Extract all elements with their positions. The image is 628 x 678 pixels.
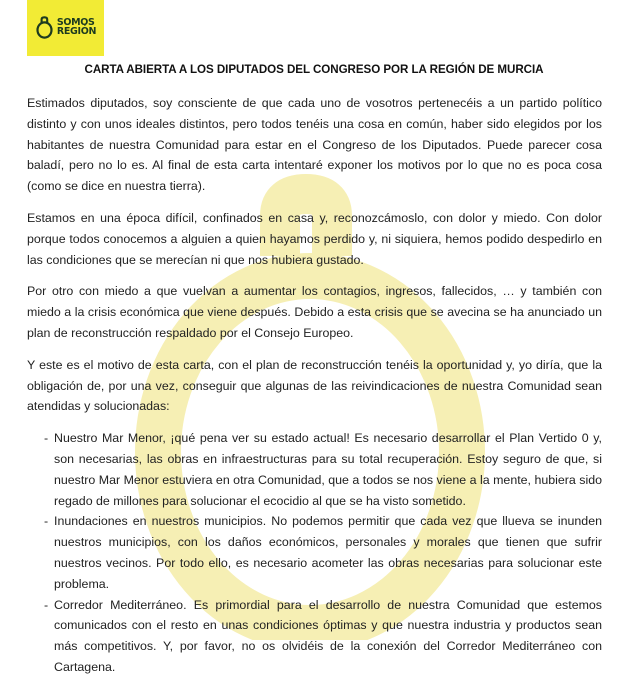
somos-region-ring-icon [35,15,54,39]
list-item-text: Nuestro Mar Menor, ¡qué pena ver su estado actual! Es necesario desarrollar el Plan Vertido 0 y, son necesarias, las obras en infraestructuras para su total recuperación. Estoy seguro de que, si nuestro Mar Menor estuviera en otra Comunidad, que a todos se nos viene a la mente, hubiera sido regado de millones para solucionar el ecocidio al que se ha visto sometido. [54,431,602,508]
logo-wordmark [57,18,96,37]
bullet-marker: - [44,431,49,446]
list-item [27,595,602,678]
paragraph-2: Estamos en una época difícil, confinados en casa y, reconozcámoslo, con dolor y miedo. Con dolor porque todos conocemos a alguien a quien hayamos perdido y, ni siquiera, hemos podido despedirlo en las condiciones que se merecían ni que nos hubiera gustado. [27,210,602,267]
paragraph-3: Por otro con miedo a que vuelvan a aumentar los contagios, ingresos, fallecidos, … y también con miedo a la crisis económica que viene después. Debido a esta crisis que se avecina se ha anunciado un plan de reconstrucción respaldado por el Consejo Europeo. [27,284,602,340]
demands-list [27,428,602,678]
page-title: CARTA ABIERTA A LOS DIPUTADOS DEL CONGRESO POR LA REGIÓN DE MURCIA [84,63,544,76]
letter-body [27,93,602,678]
somos-region-logo [27,0,104,56]
bullet-marker: - [44,514,49,529]
bullet-marker: - [44,597,49,612]
paragraph-1: Estimados diputados, soy consciente de que cada uno de vosotros pertenecéis a un partido político distinto y con unos ideales distintos, pero todos tenéis una cosa en común, haber sido elegidos por los habitantes de nuestra Comunidad para estar en el Congreso de los Diputados. Puede parecer cosa baladí, pero no lo es. Al final de esta carta intentaré exponer los motivos por lo que no es poca cosa (como se dice en nuestra tierra). [27,96,602,194]
list-item [27,511,602,594]
list-item-text: Corredor Mediterráneo. Es primordial para el desarrollo de nuestra Comunidad que estemos comunicados con el resto en unas condiciones óptimas y que nuestra industria y productos sean más competitivos. Y, por favor, no os olvidéis de la conexión del Corredor Mediterráneo con Cartagena. [54,597,602,674]
logo-word-region: REGIÓN [56,26,97,37]
list-item [27,428,602,511]
list-item-text: Inundaciones en nuestros municipios. No podemos permitir que cada vez que llueva se inunden nuestros municipios, con los daños económicos, personales y morales que tienen que sufrir nuestros vecinos. Por todo ello, es necesario acometer las obras necesarias para solucionar este problema. [54,514,602,591]
logo-word-somos: SOMOS [56,16,95,28]
paragraph-4: Y este es el motivo de esta carta, con el plan de reconstrucción tenéis la oportunidad y, yo diría, que la obligación de, por una vez, conseguir que algunas de las reivindicaciones de nuestra Comunidad sean atendidas y solucionadas: [27,357,602,414]
